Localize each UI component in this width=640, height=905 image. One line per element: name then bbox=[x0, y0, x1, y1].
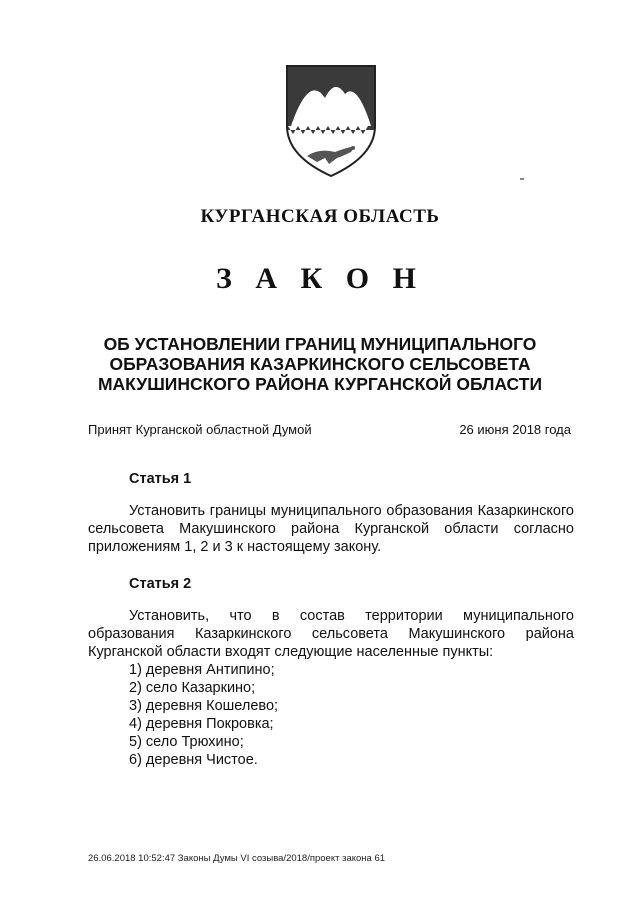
settlement-item: 4) деревня Покровка; bbox=[129, 716, 274, 732]
article-heading: Статья 2 bbox=[129, 576, 192, 592]
settlement-item: 3) деревня Кошелево; bbox=[129, 698, 279, 714]
article-heading: Статья 1 bbox=[129, 471, 192, 487]
adoption-date: 26 июня 2018 года bbox=[459, 422, 571, 437]
document-type-title: З А К О Н bbox=[216, 262, 424, 295]
region-name: КУРГАНСКАЯ ОБЛАСТЬ bbox=[200, 206, 440, 227]
adopted-by: Принят Курганской областной Думой bbox=[88, 422, 312, 437]
law-subject-line: МАКУШИНСКОГО РАЙОНА КУРГАНСКОЙ ОБЛАСТИ bbox=[97, 374, 543, 394]
coat-of-arms-icon bbox=[285, 64, 377, 178]
article-text: Установить границы муниципального образования Казаркинского сельсовета Макушинского района Курганской области согласно приложениям 1, 2 и 3 к настоящему закону. bbox=[88, 503, 574, 555]
law-subject-line: ОБ УСТАНОВЛЕНИИ ГРАНИЦ МУНИЦИПАЛЬНОГО bbox=[103, 334, 537, 354]
settlement-item: 2) село Казаркино; bbox=[129, 680, 256, 696]
coat-of-arms-emblem bbox=[285, 64, 377, 178]
settlement-item: 5) село Трюхино; bbox=[129, 734, 244, 750]
article-2 bbox=[88, 575, 574, 769]
scan-artifact bbox=[520, 178, 524, 180]
settlement-item: 1) деревня Антипино; bbox=[129, 662, 275, 678]
law-subject bbox=[60, 334, 580, 394]
settlement-list bbox=[88, 661, 574, 769]
document-footer: 26.06.2018 10:52:47 Законы Думы VI созыва/2018/проект закона 61 bbox=[88, 853, 386, 864]
article-1 bbox=[88, 470, 574, 556]
article-text: Установить, что в состав территории муниципального образования Казаркинского сельсовета Макушинского района Курганской области входят следующие населенные пункты: bbox=[88, 608, 574, 660]
settlement-item: 6) деревня Чистое. bbox=[129, 752, 258, 768]
law-subject-line: ОБРАЗОВАНИЯ КАЗАРКИНСКОГО СЕЛЬСОВЕТА bbox=[109, 354, 531, 374]
